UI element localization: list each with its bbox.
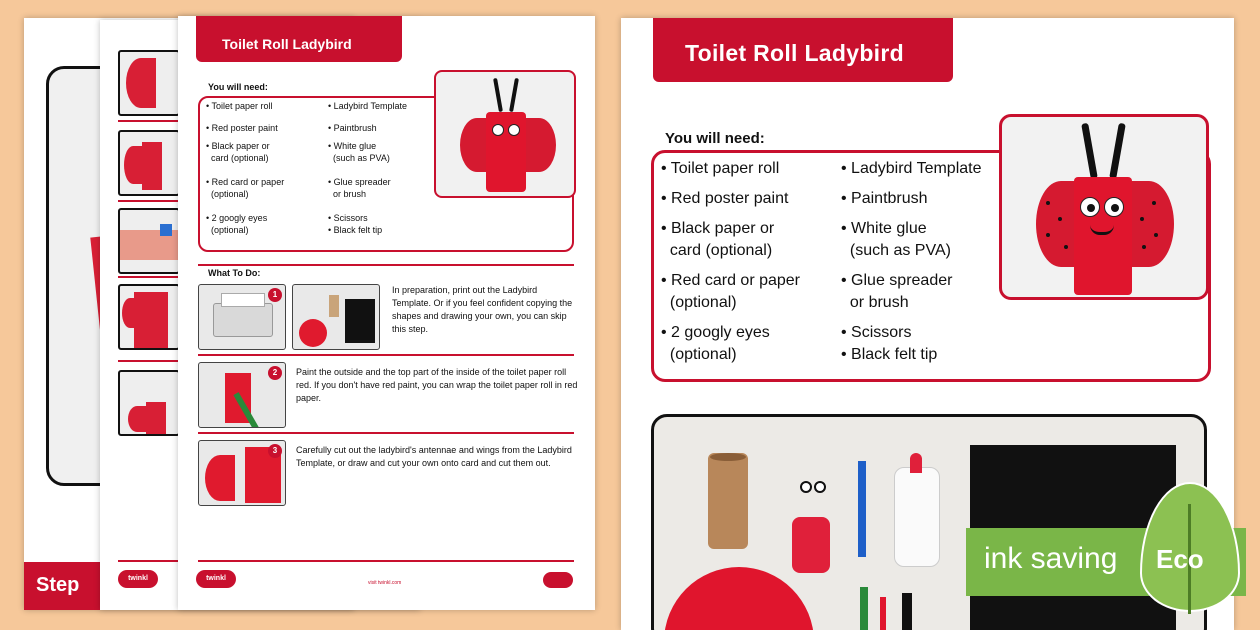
material-item: • Red card or paper xyxy=(206,177,285,187)
ladybird-photo-small xyxy=(434,70,576,198)
worksheet-title-banner xyxy=(196,16,402,62)
zoomed-material-item: • Scissors xyxy=(841,324,912,341)
material-item: • Scissors xyxy=(328,213,368,223)
twinkl-logo: twinkl xyxy=(196,570,236,588)
step-3-text: Carefully cut out the ladybird's antennae and wings from the Ladybird Template, or draw and cut your own onto card and cut them out. xyxy=(296,445,572,468)
materials-photo xyxy=(651,414,1207,630)
step-thumbnail xyxy=(118,130,180,196)
material-item: card (optional) xyxy=(206,153,269,163)
you-will-need-heading: You will need: xyxy=(208,82,268,92)
material-item: (such as PVA) xyxy=(328,153,390,163)
material-item: • Paintbrush xyxy=(328,123,377,133)
material-item: • Glue spreader xyxy=(328,177,391,187)
zoomed-material-item: • Red poster paint xyxy=(661,190,789,207)
what-to-do-heading: What To Do: xyxy=(208,268,261,278)
zoomed-material-item: (such as PVA) xyxy=(841,242,951,259)
zoomed-material-item: or brush xyxy=(841,294,909,311)
step-thumbnail xyxy=(118,50,180,116)
material-item: • White glue xyxy=(328,141,377,151)
step-2-text: Paint the outside and the top part of the inside of the toilet paper roll red. If you don't have red paint, you can wrap the toilet paper roll in red paper. xyxy=(296,367,578,403)
material-item: • Ladybird Template xyxy=(328,101,408,111)
material-item: (optional) xyxy=(206,225,249,235)
zoomed-title-banner xyxy=(653,18,953,82)
material-item: • Black felt tip xyxy=(328,225,383,235)
step-label: Step xyxy=(36,574,80,596)
worksheet-title: Toilet Roll Ladybird xyxy=(222,36,352,52)
footer-url: visit twinkl.com xyxy=(368,580,402,586)
ink-saving-label: ink saving xyxy=(984,542,1118,575)
zoomed-material-item: • Black felt tip xyxy=(841,346,938,363)
material-item: or brush xyxy=(328,189,367,199)
step-1-text: In preparation, print out the Ladybird Template. Or if you feel confident copying the shapes and drawing your own, you can skip this step. xyxy=(392,285,573,334)
step-3-cutting-image: 3 xyxy=(198,440,286,506)
zoomed-you-will-need-heading: You will need: xyxy=(665,130,765,147)
material-item: • Toilet paper roll xyxy=(206,101,273,111)
worksheet-page-front xyxy=(178,16,595,610)
zoomed-material-item: • Glue spreader xyxy=(841,272,953,289)
step-1-printer-image: 1 xyxy=(198,284,286,350)
zoomed-material-item: • White glue xyxy=(841,220,927,237)
step-1-materials-image xyxy=(292,284,380,350)
zoomed-material-item: (optional) xyxy=(661,346,737,363)
material-item: • Red poster paint xyxy=(206,123,278,133)
zoomed-material-item: (optional) xyxy=(661,294,737,311)
step-thumbnail xyxy=(118,284,180,350)
material-item: • Black paper or xyxy=(206,141,270,151)
step-thumbnail xyxy=(118,208,180,274)
step-2-painting-image: 2 xyxy=(198,362,286,428)
zoomed-material-item: • Black paper or xyxy=(661,220,775,237)
material-item: • 2 googly eyes xyxy=(206,213,268,223)
zoomed-material-item: • 2 googly eyes xyxy=(661,324,770,341)
zoomed-material-item: • Ladybird Template xyxy=(841,160,982,177)
material-item: (optional) xyxy=(206,189,249,199)
zoomed-material-item: card (optional) xyxy=(661,242,773,259)
ladybird-photo-large xyxy=(999,114,1209,300)
zoomed-material-item: • Red card or paper xyxy=(661,272,801,289)
twinkl-footer-badge xyxy=(543,572,573,588)
zoomed-material-item: • Paintbrush xyxy=(841,190,928,207)
zoomed-title: Toilet Roll Ladybird xyxy=(685,40,904,66)
eco-label: Eco xyxy=(1156,544,1204,574)
twinkl-logo: twinkl xyxy=(118,570,158,588)
step-thumbnail xyxy=(118,370,180,436)
zoomed-material-item: • Toilet paper roll xyxy=(661,160,780,177)
